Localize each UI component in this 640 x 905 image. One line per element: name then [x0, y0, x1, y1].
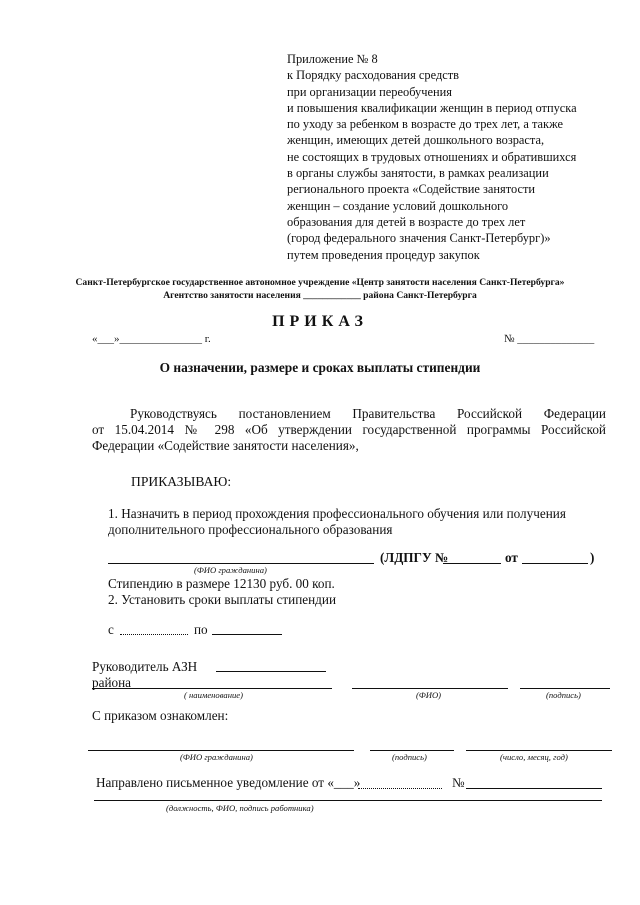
item-1-line-1: 1. Назначить в период прохождения профессионального обучения или получения	[108, 506, 566, 521]
notice-number-line[interactable]	[466, 788, 602, 789]
acq-date-line[interactable]	[466, 750, 612, 751]
notice-text: Направлено письменное уведомление от «___»	[96, 775, 361, 790]
appendix-line: и повышения квалификации женщин в период отпуска	[287, 100, 577, 115]
appendix-line: (город федерального значения Санкт-Петербург)»	[287, 231, 551, 246]
appendix-line: женщин – создание условий дошкольного	[287, 198, 509, 213]
appendix-note	[287, 51, 577, 263]
date-field: «___»_______________ г.	[92, 333, 211, 345]
caption-fio: (ФИО)	[416, 690, 442, 700]
period-from-label: с	[108, 622, 114, 637]
agency-name: Агентство занятости населения ____________ района Санкт-Петербурга	[163, 290, 477, 301]
head-name-line[interactable]	[92, 688, 332, 689]
appendix-line: регионального проекта «Содействие занятости	[287, 182, 536, 197]
head-sign-line[interactable]	[520, 688, 610, 689]
acquainted-label: С приказом ознакомлен:	[92, 708, 229, 723]
appendix-line: Приложение № 8	[287, 52, 378, 66]
ldpgu-number-line[interactable]	[443, 563, 501, 564]
ldpgu-close: )	[590, 550, 595, 565]
org-name: Санкт-Петербургское государственное автономное учреждение «Центр занятости населения Санкт-Петербурга»	[75, 277, 565, 288]
head-title-line-2: района	[92, 675, 132, 690]
ldpgu-date-line[interactable]	[522, 563, 588, 564]
preamble-line-2: от 15.04.2014 № 298 «Об утверждении государственной программы Российской	[92, 422, 606, 437]
head-district-line[interactable]	[216, 671, 326, 672]
worker-line[interactable]	[94, 800, 602, 801]
caption-sign: (подпись)	[546, 690, 581, 700]
order-word: ПРИКАЗЫВАЮ:	[131, 474, 232, 489]
caption-sign-2: (подпись)	[392, 752, 427, 762]
item-1-line-2: дополнительного профессионального образования	[108, 522, 393, 537]
caption-name: ( наименование)	[184, 690, 243, 700]
notice-number-label: №	[452, 775, 465, 790]
page-title: ПРИКАЗ	[272, 313, 368, 330]
caption-date: (число, месяц, год)	[500, 752, 568, 762]
citizen-fio-line[interactable]	[108, 563, 374, 564]
item-2: 2. Установить сроки выплаты стипендии	[108, 592, 337, 607]
order-number-field: № ______________	[504, 333, 595, 345]
stipend-amount: Стипендию в размере 12130 руб. 00 коп.	[108, 576, 335, 591]
ldpgu-label: (ЛДПГУ №	[380, 550, 449, 565]
acq-sign-line[interactable]	[370, 750, 454, 751]
period-to-line[interactable]	[212, 634, 282, 635]
appendix-line: образования для детей в возрасте до трех лет	[287, 214, 526, 229]
period-from-line[interactable]	[120, 634, 188, 635]
head-title: Руководитель АЗН	[92, 659, 198, 674]
appendix-line: не состоящих в трудовых отношениях и обратившихся	[287, 149, 577, 164]
head-fio-line[interactable]	[352, 688, 508, 689]
appendix-line: при организации переобучения	[287, 84, 452, 99]
appendix-line: женщин, имеющих детей дошкольного возраста,	[287, 133, 545, 148]
notice-date-line[interactable]	[358, 788, 442, 789]
caption-citizen-fio: (ФИО гражданина)	[194, 565, 267, 575]
appendix-line: путем проведения процедур закупок	[287, 247, 480, 262]
caption-citizen-fio-2: (ФИО гражданина)	[180, 752, 253, 762]
appendix-line: по уходу за ребенком в возрасте до трех лет, а также	[287, 117, 563, 132]
order-subject: О назначении, размере и сроках выплаты стипендии	[159, 360, 481, 375]
appendix-line: в органы службы занятости, в рамках реализации	[287, 166, 549, 181]
period-to-label: по	[194, 622, 208, 637]
ldpgu-from-label: от	[505, 550, 518, 565]
preamble-line-3: Федерации «Содействие занятости населения»,	[92, 438, 359, 453]
preamble-line-1: Руководствуясь постановлением Правительства Российской Федерации	[130, 406, 606, 421]
caption-worker: (должность, ФИО, подпись работника)	[166, 803, 314, 813]
acq-fio-line[interactable]	[88, 750, 354, 751]
appendix-line: к Порядку расходования средств	[287, 68, 460, 83]
